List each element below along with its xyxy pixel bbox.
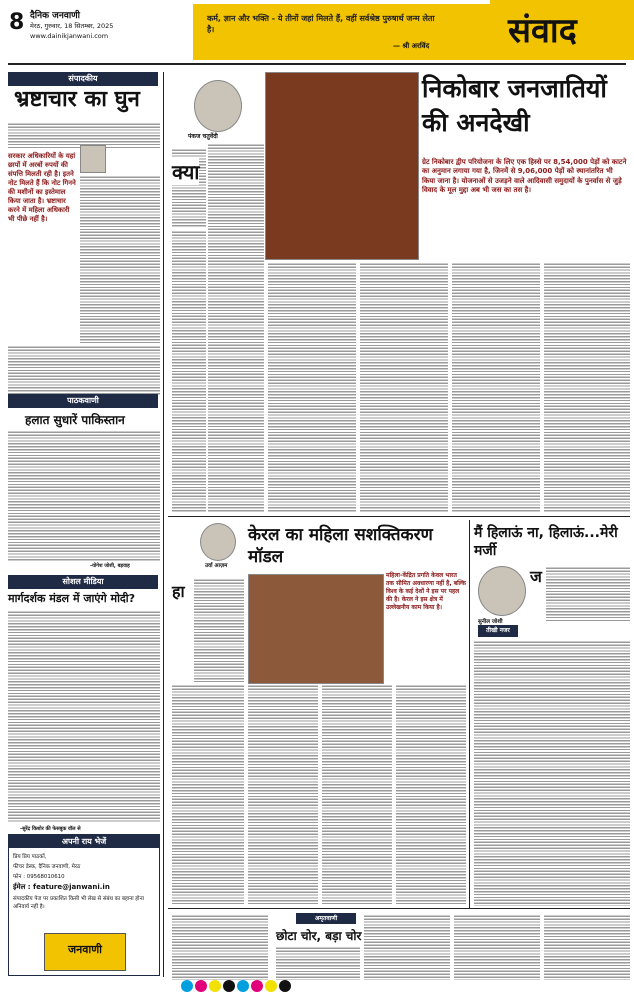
- article3-headline: मैं हिलाऊं ना, हिलाऊं...मेरी मर्जी: [474, 525, 618, 559]
- registration-dot: [209, 980, 221, 992]
- article1-col-d: [360, 262, 448, 513]
- article1-col-e: [452, 262, 540, 513]
- article1-col-f: [544, 262, 630, 513]
- author-byline-1: पंकज चतुर्वेदी: [188, 133, 218, 140]
- quote-author: — श्री अरविंद: [393, 42, 430, 50]
- registration-dot: [251, 980, 263, 992]
- article1-drop-word: क्या: [172, 160, 200, 184]
- social-credit: -सुरेंद्र किशोर की फेसबुक वॉल से: [20, 826, 81, 832]
- rule-2: [168, 908, 630, 909]
- pathakvani-headline: हलात सुधारें पाकिस्तान: [25, 413, 125, 427]
- dateline: मेरठ, गुरुवार, 18 सितम्बर, 2025: [30, 22, 114, 30]
- bottom-col-e: [544, 914, 630, 980]
- section-title: संवाद: [508, 11, 577, 51]
- quote-text: कर्म, ज्ञान और भक्ति - ये तीनों जहां मिलते हैं, वहीं सर्वश्रेष्ठ पुरुषार्थ जन्म लेता है।: [207, 14, 435, 34]
- social-headline: मार्गदर्शक मंडल में जाएंगे मोदी?: [8, 592, 135, 605]
- newspaper-thumb-title: जनवाणी: [67, 943, 103, 956]
- section-banner: [490, 0, 634, 60]
- author-photo-2: [200, 523, 236, 561]
- article2-col-c: [248, 684, 318, 904]
- author-byline-3: सुनील जोशी: [478, 619, 503, 625]
- registration-dot: [195, 980, 207, 992]
- masthead-rule: [8, 63, 626, 65]
- social-label: सोशल मीडिया: [8, 575, 158, 589]
- registration-dot: [181, 980, 193, 992]
- author-photo-3: [478, 566, 526, 616]
- editorial-photo: [80, 145, 106, 173]
- registration-dot: [265, 980, 277, 992]
- article1-headline: निकोबार जनजातियों की अनदेखी: [422, 74, 607, 137]
- editorial-body-bottom: [8, 345, 160, 395]
- editorial-headline: भ्रष्टाचार का घुन: [14, 87, 140, 112]
- registration-dot: [237, 980, 249, 992]
- article1-col-c: [268, 262, 356, 513]
- editorial-label: संपादकीय: [8, 72, 158, 86]
- author-byline-2: उर्वा आज़म: [205, 563, 228, 569]
- nicobar-photo: [265, 72, 419, 260]
- registration-dot: [279, 980, 291, 992]
- paper-name: दैनिक जनवाणी: [30, 11, 80, 21]
- quote-box: [193, 4, 493, 60]
- amritvani-label: अमृतवाणी: [296, 913, 356, 924]
- author-photo-1: [194, 80, 242, 132]
- masthead: [0, 0, 634, 68]
- article2-col-d: [322, 684, 392, 904]
- bottom-col-c: [364, 914, 450, 980]
- article2-deck: महिला-केंद्रित प्रगति केवल भारत तक सीमित अवधारणा नहीं है, बल्कि विश्व के कई देशों ने इस पर पहल की है। केरल ने इस क्षेत्र में उल्लेखनीय काम किया है।: [386, 572, 466, 611]
- pathakvani-body: [8, 430, 160, 562]
- bottom-col-a: [172, 914, 268, 980]
- article2-col-a: [194, 578, 244, 682]
- column-divider-1: [163, 72, 164, 977]
- bottom-col-b: [276, 946, 360, 980]
- letters-line-3: फोन : 09568010610: [13, 874, 65, 880]
- bottom-col-d: [454, 914, 540, 980]
- registration-dot: [223, 980, 235, 992]
- article3-body: [474, 640, 630, 906]
- pathakvani-signature: -योगेश जोशी, बड़वाह: [90, 563, 130, 569]
- page-number: 8: [9, 10, 25, 35]
- pathakvani-label: पाठकवाणी: [8, 394, 158, 408]
- website[interactable]: www.dainikjanwani.com: [30, 32, 109, 40]
- letters-box-title: अपनी राय भेजें: [9, 835, 159, 848]
- article2-headline: केरल का महिला सशक्तिकरण मॉडल: [248, 525, 433, 567]
- article3-intro: [546, 566, 630, 622]
- article1-deck: ग्रेट निकोबार द्वीप परियोजना के लिए एक हिस्से पर 8,54,000 पेड़ों को काटने का अनुमान लगाया गया है, जिनमें से 9,06,000 पेड़ों को स्थानांतरित भी किया जाना है। योजनाओं से उजड़ने वाले आदिवासी समुदायों के पुनर्वास से जुड़े विवाद के मूल मुद्दा अब भी जस का तस है।: [422, 158, 627, 194]
- editorial-pullquote: सरकार अधिकारियों के यहां छापों में अरबों रुपयों की संपत्ति मिलती रही है। इतने नोट मिलते हैं कि नोट गिनने की मशीनों का इस्तेमाल किया जाता है। भ्रष्टाचार करने में महिला अधिकारी भी पीछे नहीं है।: [8, 152, 76, 223]
- letters-line-1: प्रिय प्रिय पाठकों,: [13, 854, 47, 860]
- letters-note: संपादकीय पेज पर प्रकाशित किसी भी लेख से संबंध का बहाना होना अनिवार्य नहीं है।: [13, 896, 144, 910]
- letters-box: [8, 834, 160, 976]
- article2-drop-word: हा: [172, 582, 185, 601]
- column-divider-2: [469, 520, 470, 908]
- letters-line-2: फीचर डेस्क, दैनिक जनवाणी, मेरठ: [13, 864, 81, 870]
- article1-col-a: [208, 143, 264, 513]
- newspaper-thumb: [44, 933, 126, 971]
- rule-1: [168, 516, 630, 517]
- article2-col-b: [172, 684, 244, 904]
- article2-col-e: [396, 684, 466, 904]
- letters-email[interactable]: ईमेल : feature@janwani.in: [13, 883, 110, 891]
- social-body: [8, 610, 160, 822]
- editorial-body-right: [80, 175, 160, 345]
- tikhi-nazar-label: तीखी नजर: [478, 625, 518, 637]
- bottom-headline: छोटा चोर, बड़ा चोर: [276, 929, 362, 943]
- kerala-photo: [248, 574, 384, 684]
- color-registration-strip: [180, 977, 460, 988]
- article1-col-b: [172, 230, 206, 513]
- article3-drop-word: ज: [530, 567, 542, 586]
